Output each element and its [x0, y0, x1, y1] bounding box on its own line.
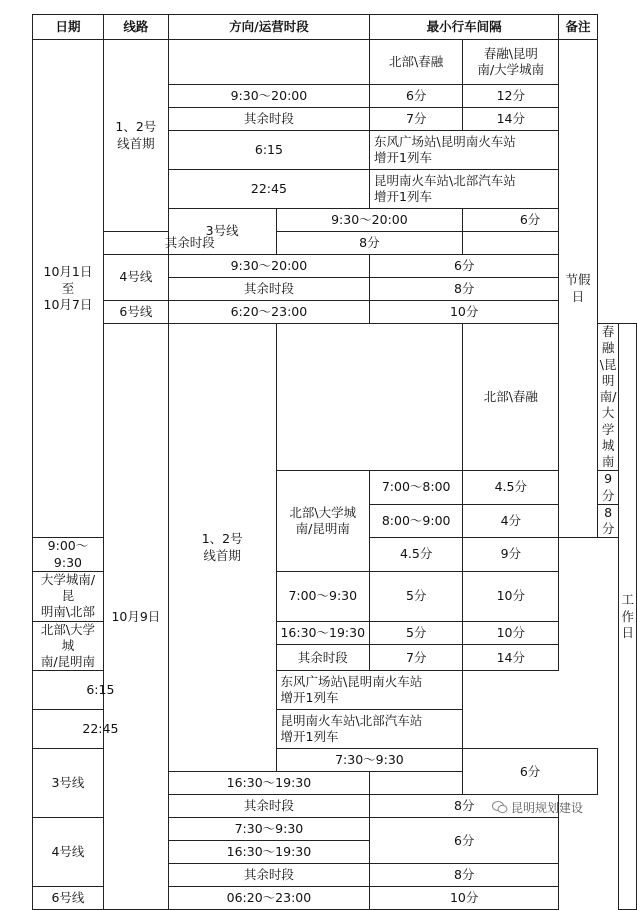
workday-line4-off-v: 8分: [370, 864, 559, 887]
workday-line3-name: 3号线: [33, 749, 104, 818]
holiday-line3-v-2: 8分: [276, 232, 463, 255]
workday-date: 10月9日: [103, 324, 168, 910]
watermark: [492, 797, 632, 817]
holiday-line12-b-2: 14分: [463, 108, 559, 131]
workday-line12-name: 1、2号 线首期: [168, 324, 276, 772]
workday-dir3-a-1: 5分: [370, 621, 463, 645]
workday-extra-time-1: 6:15: [33, 671, 169, 710]
workday-line12-blank: [276, 324, 463, 471]
workday-dir1-a-3: 4.5分: [370, 538, 463, 572]
holiday-extra-text-2: 昆明南火车站\北部汽车站 增开1列车: [370, 170, 559, 209]
holiday-extra-time-2: 22:45: [168, 170, 369, 209]
header-interval: 最小行车间隔: [370, 15, 559, 40]
workday-dir1-time-2: 8:00～9:00: [370, 504, 463, 538]
workday-line6-name: 6号线: [33, 887, 104, 910]
holiday-line4-name: 4号线: [103, 255, 168, 301]
workday-line4-peak-1: 7:30～9:30: [168, 818, 369, 841]
holiday-line12-a-2: 7分: [370, 108, 463, 131]
workday-dir2-time: 7:00～9:30: [276, 571, 370, 621]
header-note: 备注: [559, 15, 597, 40]
workday-dir3-time-2: 其余时段: [276, 645, 370, 671]
holiday-line3-period-2: 其余时段: [103, 232, 276, 255]
holiday-line12-name: 1、2号 线首期: [103, 40, 168, 232]
workday-extra-text-1: 东风广场站\昆明南火车站 增开1列车: [276, 671, 463, 710]
workday-dir3-a-2: 7分: [370, 645, 463, 671]
holiday-line12-period-1: 9:30～20:00: [168, 85, 369, 108]
holiday-extra-text-1: 东风广场站\昆明南火车站 增开1列车: [370, 131, 559, 170]
workday-extra-text-2: 昆明南火车站\北部汽车站 增开1列车: [276, 710, 463, 749]
holiday-line12-period-2: 其余时段: [168, 108, 369, 131]
watermark-text: 昆明规划建设: [511, 800, 584, 815]
holiday-line6-period: 6:20～23:00: [168, 301, 369, 324]
workday-line6-period: 06:20～23:00: [168, 887, 369, 910]
holiday-line4-v-1: 6分: [370, 255, 559, 278]
holiday-line12-b-1: 12分: [463, 85, 559, 108]
holiday-line3-period-1: 9:30～20:00: [276, 209, 463, 232]
workday-dir3: 北部\大学城 南/昆明南: [33, 621, 104, 671]
workday-line4-name: 4号线: [33, 818, 104, 887]
workday-dir1: 北部\大学城 南/昆明南: [276, 471, 370, 572]
holiday-line4-period-1: 9:30～20:00: [168, 255, 369, 278]
holiday-extra-time-1: 6:15: [168, 131, 369, 170]
workday-dir1-a-1: 4.5分: [463, 471, 559, 505]
header-line: 线路: [103, 15, 168, 40]
holiday-subheader-a: 北部\春融: [370, 40, 463, 85]
workday-extra-time-2: 22:45: [33, 710, 169, 749]
wechat-icon: [492, 801, 508, 814]
holiday-line12-blank: [168, 40, 369, 85]
workday-dir1-a-2: 4分: [463, 504, 559, 538]
workday-line3-off-v: 8分: [370, 795, 559, 818]
workday-line4-off: 其余时段: [168, 864, 369, 887]
workday-dir2-b: 10分: [463, 571, 559, 621]
workday-dir3-b-2: 14分: [463, 645, 559, 671]
workday-dir3-b-1: 10分: [463, 621, 559, 645]
workday-dir2: 大学城南/昆 明南\北部: [33, 571, 104, 621]
holiday-line6-v: 10分: [370, 301, 559, 324]
holiday-line4-period-2: 其余时段: [168, 278, 369, 301]
workday-dir1-b-3: 9分: [463, 538, 559, 572]
workday-dir1-time-1: 7:00～8:00: [370, 471, 463, 505]
schedule-table: [32, 14, 637, 910]
holiday-date: 10月1日 至 10月7日: [33, 40, 104, 538]
workday-note: 工作 日: [619, 324, 637, 910]
header-direction: 方向/运营时段: [168, 15, 369, 40]
holiday-line4-v-2: 8分: [370, 278, 559, 301]
header-date: 日期: [33, 15, 104, 40]
holiday-line3-name: 3号线: [168, 209, 276, 255]
holiday-line12-a-1: 6分: [370, 85, 463, 108]
workday-dir2-a: 5分: [370, 571, 463, 621]
workday-line3-peak-v: 6分: [463, 749, 597, 795]
workday-line4-peak-v: 6分: [370, 818, 559, 864]
holiday-subheader-b: 春融\昆明 南/大学城南: [463, 40, 559, 85]
workday-line6-v: 10分: [370, 887, 559, 910]
workday-line3-peak-1: 7:30～9:30: [276, 749, 463, 772]
workday-dir1-b-2: 8分: [597, 504, 619, 538]
workday-subheader-b: 春融\昆明 南/大学城南: [597, 324, 619, 471]
holiday-line6-name: 6号线: [103, 301, 168, 324]
workday-line4-peak-2: 16:30～19:30: [168, 841, 369, 864]
holiday-line3-v-1: 6分: [463, 209, 597, 232]
workday-subheader-a: 北部\春融: [463, 324, 559, 471]
holiday-note: 节假 日: [559, 40, 597, 538]
workday-line3-peak-2: 16:30～19:30: [168, 772, 369, 795]
workday-dir1-time-3: 9:00～9:30: [33, 538, 104, 572]
workday-dir1-b-1: 9分: [597, 471, 619, 505]
header-row: [33, 15, 637, 40]
workday-dir3-time-1: 16:30～19:30: [276, 621, 370, 645]
workday-line3-off: 其余时段: [168, 795, 369, 818]
